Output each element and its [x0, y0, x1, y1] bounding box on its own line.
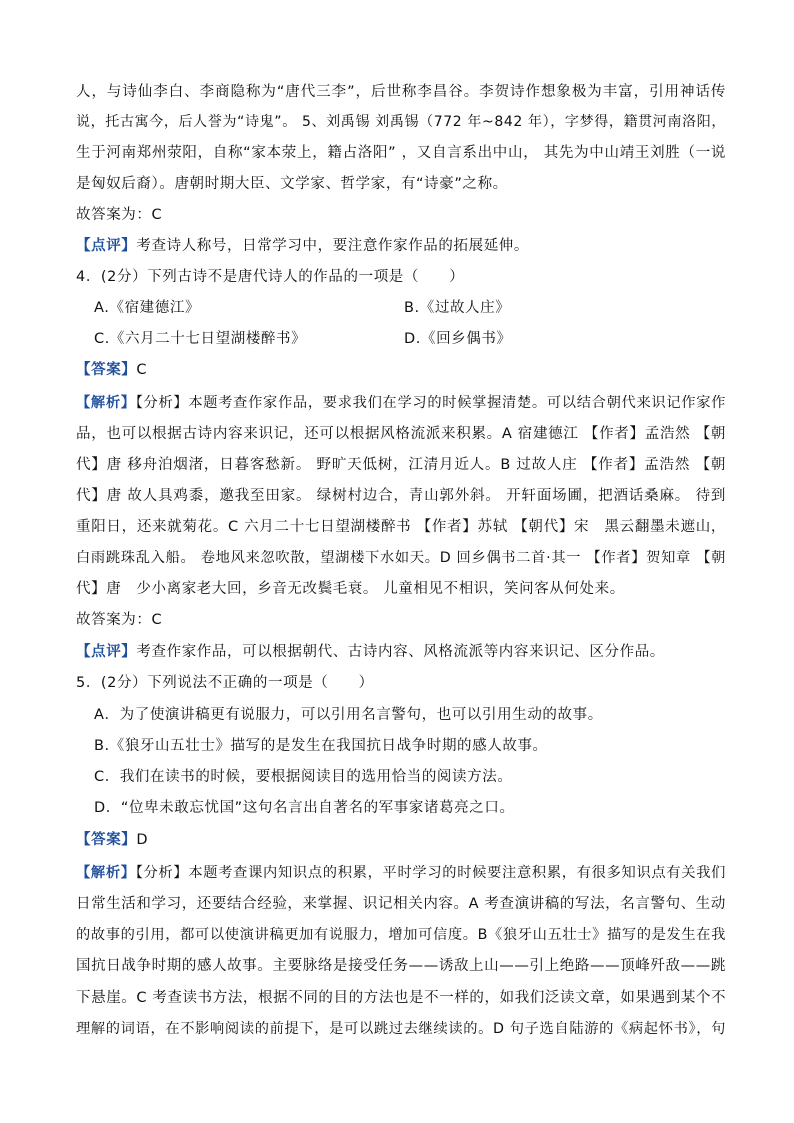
- analysis-line: [76, 863, 726, 883]
- analysis-line: 重阳日，还来就菊花。C 六月二十七日望湖楼醉书 【作者】苏轼 【朝代】宋 黑云翻墨未遮山，: [76, 519, 726, 535]
- comment-tag: 【点评】: [76, 644, 137, 660]
- analysis-line: 代】唐 少小离家老大回，乡音无改鬓毛衰。 儿童相见不相识，笑问客从何处来。: [76, 581, 625, 597]
- question-5: 5．(2分）下列说法不正确的一项是（ ）: [76, 675, 374, 691]
- analysis-text: 【分析】本题考查作家作品，要求我们在学习的时候掌握清楚。可以结合朝代来识记作家作: [135, 395, 726, 411]
- answer-value: C: [136, 362, 148, 378]
- analysis-line: 日常生活和学习，还要结合经验，来掌握、识记相关内容。A 考查演讲稿的写法，名言警句、生动: [76, 896, 726, 912]
- analysis-text: 【分析】本题考查课内知识点的积累，平时学习的时候要注意积累，有很多知识点有关我们: [135, 865, 726, 881]
- option-a: A．为了使演讲稿更有说服力，可以引用名言警句，也可以引用生动的故事。: [94, 707, 603, 723]
- comment-line: [76, 642, 726, 662]
- analysis-line: 理解的词语，在不影响阅读的前提下，是可以跳过去继续读的。D 句子选自陆游的《病起怀书》，句: [76, 1021, 726, 1037]
- answer-line: [76, 360, 726, 380]
- option-b: B.《过故人庄》: [404, 300, 511, 316]
- text-line: 人，与诗仙李白、李商隐称为“唐代三李”，后世称李昌谷。李贺诗作想象极为丰富，引用神话传: [76, 84, 726, 100]
- analysis-line: [76, 393, 726, 413]
- text-line: 说，托古寓今，后人誉为“诗鬼”。 5、刘禹锡 刘禹锡（772 年~842 年），字梦得，籍贯河南洛阳，: [76, 114, 726, 130]
- analysis-line: 代】唐 移舟泊烟渚，日暮客愁新。 野旷天低树，江清月近人。B 过故人庄 【作者】孟浩然 【朝: [76, 457, 726, 473]
- answer-value: D: [136, 832, 149, 848]
- analysis-tag: 【解析】: [76, 865, 136, 881]
- option-a: A.《宿建德江》: [94, 300, 201, 316]
- analysis-line: 白雨跳珠乱入船。 卷地风来忽吹散，望湖楼下水如天。D 回乡偶书二首·其一 【作者】贺知章 【朝: [76, 550, 726, 566]
- comment-tag: 【点评】: [76, 238, 137, 254]
- text-line: 生于河南郑州荥阳，自称“家本荥上，籍占洛阳” ，又自言系出中山， 其先为中山靖王刘胜（一说: [76, 145, 726, 161]
- analysis-line: 国抗日战争时期的感人故事。主要脉络是接受任务——诱敌上山——引上绝路——顶峰歼敌——跳: [76, 958, 726, 974]
- analysis-line: 的故事的引用，都可以使演讲稿更加有说服力，增加可信度。B《狼牙山五壮士》描写的是发生在我: [76, 927, 726, 943]
- q4-options-row-1: [94, 298, 734, 318]
- answer-tag: 【答案】: [76, 832, 137, 848]
- comment-line: [76, 236, 726, 256]
- answer-line: [76, 830, 726, 850]
- option-d: D．“位卑未敢忘忧国”这句名言出自著名的军事家诸葛亮之口。: [94, 800, 515, 816]
- q4-options-row-2: [94, 329, 734, 349]
- answer-line: 故答案为：C: [76, 612, 163, 628]
- text-line: 是匈奴后裔）。唐朝时期大臣、文学家、哲学家，有“诗豪”之称。: [76, 176, 508, 192]
- option-c: C.《六月二十七日望湖楼醉书》: [94, 331, 307, 347]
- option-c: C．我们在读书的时候，要根据阅读目的选用恰当的阅读方法。: [94, 769, 513, 785]
- answer-tag: 【答案】: [76, 362, 137, 378]
- option-b: B.《狼牙山五壮士》描写的是发生在我国抗日战争时期的感人故事。: [94, 738, 548, 754]
- analysis-line: 代】唐 故人具鸡黍，邀我至田家。 绿树村边合，青山郭外斜。 开轩面场圃，把酒话桑麻。 待到: [76, 488, 726, 504]
- question-4: 4．(2分）下列古诗不是唐代诗人的作品的一项是（ ）: [76, 269, 465, 285]
- analysis-line: 品，也可以根据古诗内容来识记，还可以根据风格流派来积累。A 宿建德江 【作者】孟浩然 【朝: [76, 426, 726, 442]
- analysis-tag: 【解析】: [76, 395, 136, 411]
- answer-line: 故答案为：C: [76, 207, 163, 223]
- comment-text: 考查诗人称号，日常学习中，要注意作家作品的拓展延伸。: [136, 238, 530, 254]
- option-d: D.《回乡偶书》: [404, 331, 512, 347]
- analysis-line: 下悬崖。C 考查读书方法，根据不同的目的方法也是不一样的，如我们泛读文章，如果遇到某个不: [76, 990, 727, 1006]
- comment-text: 考查作家作品，可以根据朝代、古诗内容、风格流派等内容来识记、区分作品。: [136, 644, 665, 660]
